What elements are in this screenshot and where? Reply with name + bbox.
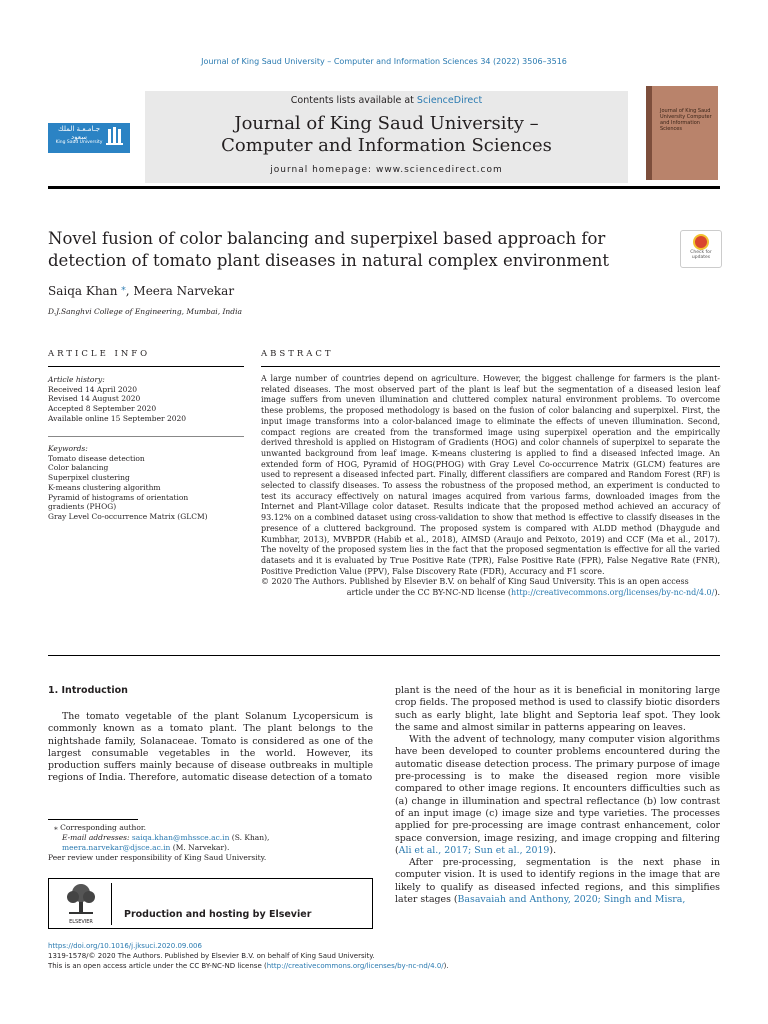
history-accepted: Accepted 8 September 2020: [48, 404, 157, 414]
abstract-copyright-line2: [261, 588, 720, 599]
intro-left-column: [48, 711, 373, 785]
elsevier-logo-label: ELSEVIER: [69, 919, 93, 925]
abstract-bottom-rule: [48, 655, 720, 656]
journal-cover-spine: [646, 86, 652, 180]
paragraph-text: After pre-processing, segmentation is the next phase in computer vision. It is used to identify regions in the image that are likely to qualify as diseased infected regions, and this simplifies later stages (: [395, 857, 720, 906]
abstract-copyright-line1: © 2020 The Authors. Published by Elsevier B.V. on behalf of King Saud University. This is an open access: [261, 577, 689, 587]
elsevier-hosting-box: [48, 878, 373, 929]
peer-review-note: Peer review under responsibility of King Saud University.: [48, 853, 267, 862]
abstract-text: A large number of countries depend on agriculture. However, the biggest challenge for farmers is the plant-related diseases. The most observed part of the plant is leaf but the segmentation of a diseased lesion leaf image suffers from uneven illumination and cluttered complex natural environment problems. To overcome these problems, the proposed methodology is based on the fusion of color balancing and superpixel. First, the input image transforms into a color-balanced image to eliminate the effects of uneven illumination. Second, compact regions are created from the transformed image using superpixel operation and the empirically derived threshold is applied on Histogram of Gradients (HOG) and color channels of superpixel to separate the unwanted background from leaf image. K-means clustering is applied to find a diseased infected image. An extended form of HOG, Pyramid of HOG(PHOG) with Gray Level Co-occurrence Matrix (GLCM) features are used to represent a diseased infected part. Finally, different classifiers are compared and Random Forest (RF) is selected to classify diseases. To assess the robustness of the proposed method, an experiment is conducted to test its accuracy effectively on natural images acquired from various farms, downloaded images from the Internet and Plant-Village color dataset. Results indicate that the proposed method achieved an accuracy of 93.12% on a combined dataset using cross-validation to show that method is effective to classify diseases in the presence of a cluttered background. The proposed system is compared with ALDD method (Dhaygude and Kumbhar, 2013), MVBPDR (Habib et al., 2018), AIMSD (Araujo and Peixoto, 2019) and CCF (Ma et al., 2017). The novelty of the proposed system lies in the fact that the proposed segmentation is effective for all the varied datasets and it is evaluated by True Positive Rate (TPR), False Positive Rate (FPR), False Negative Rate (FNR), Positive Prediction Value (PPV), False Discovery Rate (FDR), Accuracy and F1 score.: [261, 374, 720, 576]
citation-link[interactable]: Ali et al., 2017; Sun et al., 2019: [398, 844, 550, 856]
university-logo: [48, 123, 130, 153]
journal-title-line2: Computer and Information Sciences: [221, 135, 552, 156]
elsevier-tree-icon[interactable]: [63, 883, 99, 923]
footnote-rule: [48, 819, 138, 820]
history-revised: Revised 14 August 2020: [48, 394, 141, 404]
abstract-heading: ABSTRACT: [261, 349, 334, 359]
check-updates-label: Check for updates: [690, 250, 712, 260]
license-text: article under the CC BY-NC-ND license (: [346, 588, 511, 598]
bottom-info: [48, 941, 748, 971]
keyword: gradients (PHOG): [48, 502, 117, 512]
elsevier-hosting-text: Production and hosting by Elsevier: [124, 909, 312, 920]
intro-paragraph: [395, 857, 720, 906]
email-addresses: [48, 833, 373, 853]
citation-link[interactable]: Basavaiah and Anthony, 2020; Singh and Misra,: [457, 894, 686, 906]
keyword: K-means clustering algorithm: [48, 482, 161, 492]
check-updates-icon: [693, 234, 709, 250]
article-title: [48, 228, 648, 272]
open-access-line: [48, 961, 748, 971]
oa-end: ).: [443, 962, 449, 970]
keyword: Gray Level Co-occurrence Matrix (GLCM): [48, 511, 208, 521]
abstract-body: [261, 374, 720, 599]
contents-prefix: Contents lists available at: [290, 95, 417, 106]
author-narvekar[interactable]: Meera Narvekar: [133, 284, 235, 298]
journal-cover-text: Journal of King Saud University Computer and Information Sciences: [660, 108, 712, 132]
journal-title-line1: Journal of King Saud University –: [234, 113, 539, 134]
article-history: [48, 375, 244, 424]
keywords-label: Keywords:: [48, 444, 88, 453]
journal-title: [145, 113, 628, 157]
doi-link[interactable]: https://doi.org/10.1016/j.jksuci.2020.09.006: [48, 942, 202, 950]
license-end: ).: [714, 588, 720, 598]
keyword: Pyramid of histograms of orientation: [48, 492, 189, 502]
email-label: E-mail addresses:: [62, 833, 132, 842]
homepage-link[interactable]: www.sciencedirect.com: [375, 165, 503, 175]
author-separator: ,: [125, 284, 134, 298]
email-link-narvekar[interactable]: meera.narvekar@djsce.ac.in: [62, 843, 171, 852]
oa-license-link[interactable]: http://creativecommons.org/licenses/by-nc-nd/4.0/: [266, 962, 444, 970]
elsevier-divider: [111, 883, 112, 925]
email-link-khan[interactable]: saiqa.khan@mhssce.ac.in: [131, 833, 230, 842]
intro-paragraph: [395, 734, 720, 857]
article-info-rule: [48, 366, 244, 367]
sciencedirect-link[interactable]: ScienceDirect: [416, 95, 483, 106]
logo-arabic-text: جـامـعـة الملك سعود: [57, 125, 101, 141]
article-info-heading: ARTICLE INFO: [48, 349, 151, 359]
article-title-line2: detection of tomato plant diseases in natural complex environment: [48, 251, 610, 270]
introduction-heading: 1. Introduction: [48, 685, 128, 696]
keywords: [48, 444, 244, 522]
header-rule: [48, 186, 720, 189]
corresponding-author-mark[interactable]: ⁎: [121, 283, 126, 293]
intro-right-column: [395, 685, 720, 906]
contents-line: [145, 95, 628, 106]
history-online: Available online 15 September 2020: [48, 413, 187, 423]
logo-english-text: King Saud University: [55, 140, 103, 145]
author-list: [48, 283, 234, 298]
journal-masthead: [145, 91, 628, 183]
homepage-prefix: journal homepage:: [270, 165, 376, 175]
journal-cover-image[interactable]: [646, 86, 718, 180]
author-khan[interactable]: Saiqa Khan: [48, 284, 118, 298]
intro-paragraph: The tomato vegetable of the plant Solanum Lycopersicum is commonly known as a tomato plant. The plant belongs to the nightshade family, Solanaceae. Tomato is considered as one of the largest consumable vegetables in the world. However, its production suffers mainly because of disease outbreaks in multiple regions of India. Therefore, automatic disease detection of a tomato: [48, 711, 373, 784]
check-for-updates-button[interactable]: [680, 230, 722, 268]
oa-prefix: This is an open access article under the CC BY-NC-ND license (: [48, 962, 267, 970]
footnotes: [48, 823, 373, 863]
history-label: Article history:: [48, 375, 105, 384]
issn-line: 1319-1578/© 2020 The Authors. Published by Elsevier B.V. on behalf of King Saud University.: [48, 952, 375, 960]
keyword: Superpixel clustering: [48, 473, 130, 483]
corresponding-author-note: ⁎ Corresponding author.: [54, 823, 147, 832]
journal-reference[interactable]: Journal of King Saud University – Computer and Information Sciences 34 (2022) 3506–3516: [201, 57, 567, 66]
license-link[interactable]: http://creativecommons.org/licenses/by-nc-nd/4.0/: [510, 588, 715, 598]
email-owner-narvekar: (M. Narvekar).: [170, 843, 230, 852]
keyword: Color balancing: [48, 463, 109, 473]
keywords-rule: [48, 436, 244, 437]
paragraph-text: With the advent of technology, many computer vision algorithms have been developed to counter problems encountered during the automatic disease detection process. The primary purpose of image pre-processing is to make the diseased region more visible compared to other image regions. It encounters difficulties such as (a) change in illumination and spectral reflectance (b) low contrast of an input image (c) image size and type varieties. The processes applied for pre-processing are image contrast enhancement, color space conversion, image resizing, and image cropping and filtering (: [395, 734, 720, 856]
paragraph-end: ).: [549, 844, 557, 856]
keyword: Tomato disease detection: [48, 453, 145, 463]
article-title-line1: Novel fusion of color balancing and superpixel based approach for: [48, 229, 606, 248]
abstract-rule: [261, 366, 720, 367]
journal-homepage: [145, 165, 628, 175]
affiliation: D.J.Sanghvi College of Engineering, Mumbai, India: [48, 307, 242, 316]
history-received: Received 14 April 2020: [48, 384, 137, 394]
email-owner-khan: (S. Khan),: [229, 833, 270, 842]
intro-paragraph: plant is the need of the hour as it is beneficial in monitoring large crop fields. The proposed method is used to classify biotic disorders such as early blight, late blight and Septoria leaf spot. They look the same and almost similar in patterns appearing on leaves.: [395, 685, 720, 733]
